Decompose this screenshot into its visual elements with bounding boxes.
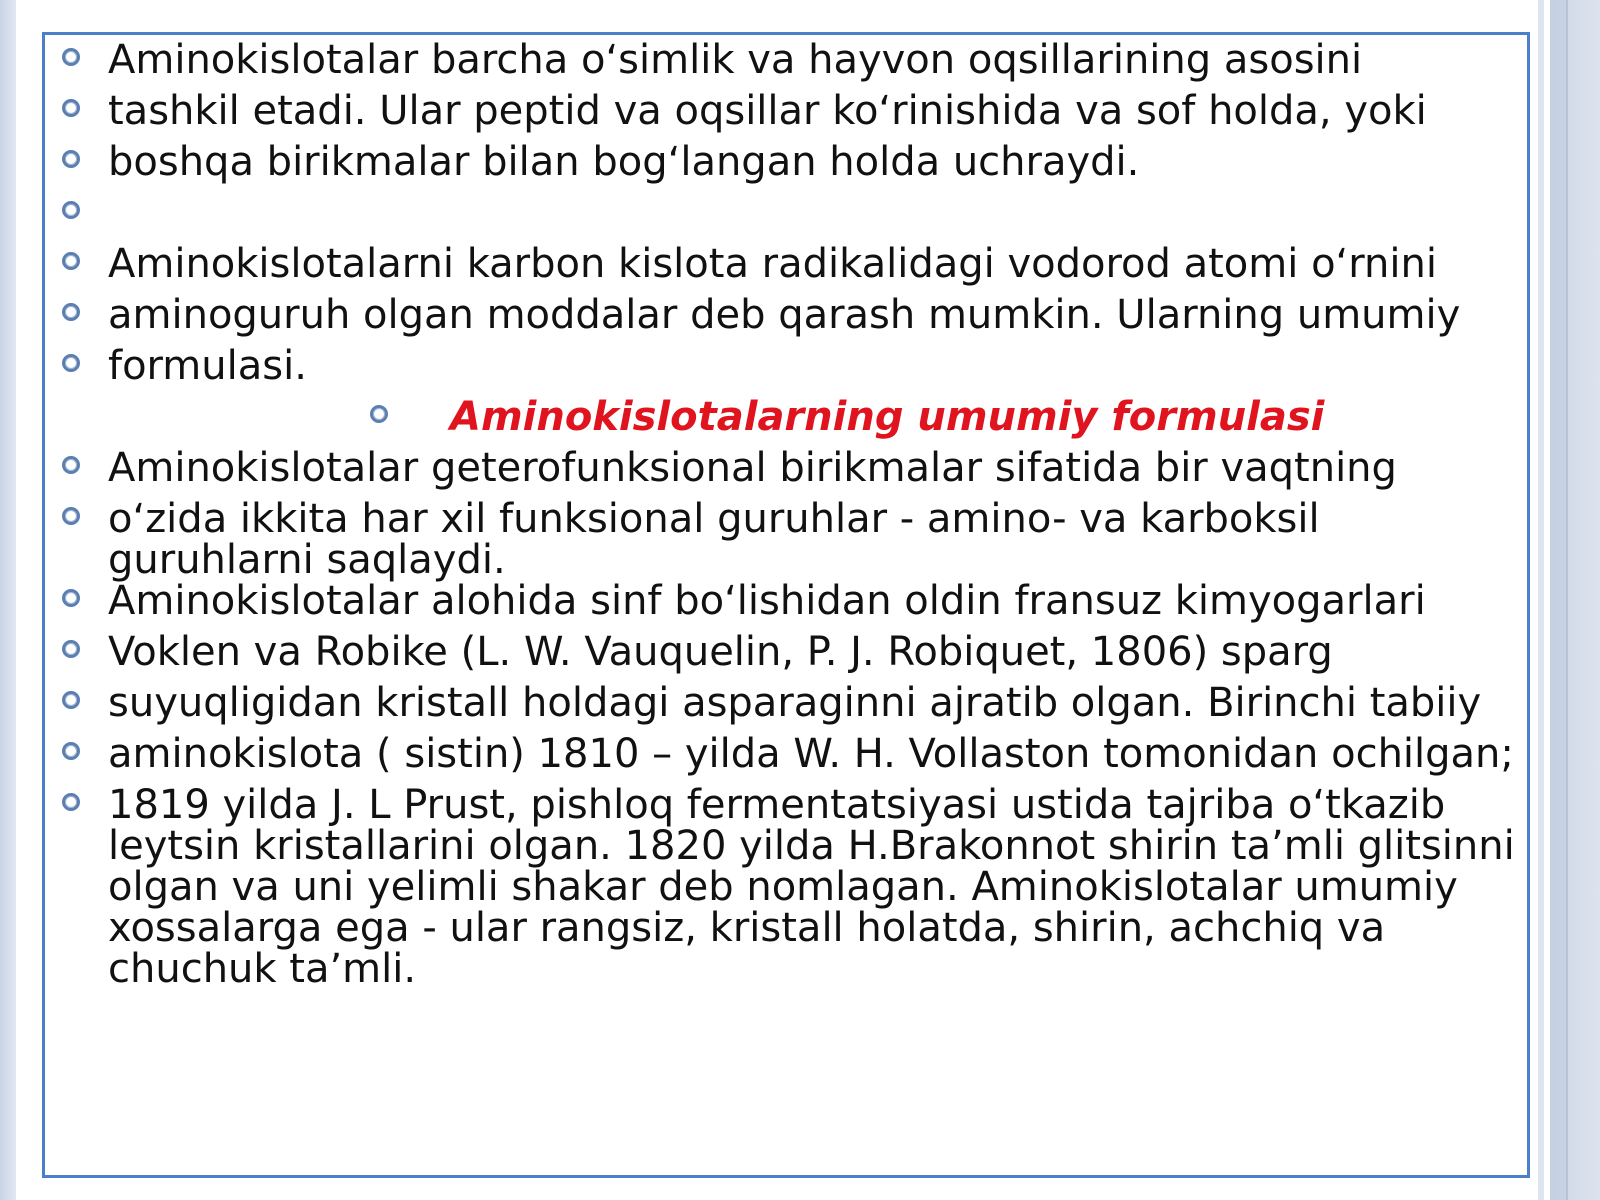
list-item [58, 343, 1518, 397]
bullet-circle-icon [62, 456, 80, 474]
list-item-text: Aminokislotalarni karbon kislota radikalidagi vodorod atomi o‘rnini [108, 241, 1437, 287]
bullet-circle-icon [62, 303, 80, 321]
left-decorative-bar [0, 0, 16, 1200]
bullet-circle-icon [62, 48, 80, 66]
list-item-text: o‘zida ikkita har xil funksional guruhlar - amino- va karboksil guruhlarni saqlaydi. [108, 496, 1320, 583]
list-item-text: boshqa birikmalar bilan bog‘langan holda uchraydi. [108, 139, 1140, 185]
list-item [58, 88, 1518, 142]
list-item [58, 37, 1518, 91]
list-item-text: formulasi. [108, 343, 307, 389]
list-item-text: 1819 yilda J. L Prust, pishloq fermentatsiyasi ustida tajriba o‘tkazib leytsin kristallarini olgan. 1820 yilda H.Brakonnot shirin ta’mli glitsinni olgan va uni yelimli shakar deb nomlagan. Aminokislotalar umumiy xossalarga ega - ular rangsiz, kristall holatda, shirin, achchiq va chuchuk ta’mli. [108, 782, 1515, 992]
list-item [58, 680, 1518, 734]
list-item-text: tashkil etadi. Ular peptid va oqsillar ko‘rinishida va sof holda, yoki [108, 88, 1427, 134]
list-item [58, 782, 1518, 992]
right-decorative-bars [1532, 0, 1600, 1200]
list-item [58, 445, 1518, 499]
bullet-circle-icon [62, 691, 80, 709]
bullet-circle-icon [62, 252, 80, 270]
formula-heading-item [58, 394, 1518, 448]
list-item [58, 578, 1518, 632]
list-item-empty [58, 193, 1518, 244]
list-item-text: Aminokislotalar geterofunksional birikmalar sifatida bir vaqtning [108, 445, 1397, 491]
bullet-circle-icon [62, 793, 80, 811]
bullet-circle-icon [62, 201, 80, 219]
bullet-circle-icon [370, 405, 388, 423]
bullet-circle-icon [62, 99, 80, 117]
list-item-text: aminokislota ( sistin) 1810 – yilda W. H. Vollaston tomonidan ochilgan; [108, 731, 1514, 777]
list-item [58, 496, 1518, 583]
list-item-text: Aminokislotalar barcha o‘simlik va hayvon oqsillarining asosini [108, 37, 1363, 83]
list-item-text: aminoguruh olgan moddalar deb qarash mumkin. Ularning umumiy [108, 292, 1461, 338]
bullet-circle-icon [62, 640, 80, 658]
list-item [58, 629, 1518, 683]
bullet-circle-icon [62, 354, 80, 372]
list-item-text: Voklen va Robike (L. W. Vauquelin, P. J. Robiquet, 1806) sparg [108, 629, 1333, 675]
list-item-text: suyuqligidan kristall holdagi asparaginni ajratib olgan. Birinchi tabiiy [108, 680, 1482, 726]
list-item [58, 139, 1518, 193]
list-item-text: Aminokislotalar alohida sinf bo‘lishidan oldin fransuz kimyogarlari [108, 578, 1426, 624]
bullet-circle-icon [62, 742, 80, 760]
list-item [58, 241, 1518, 295]
bullet-circle-icon [62, 589, 80, 607]
bullet-list [58, 37, 1518, 992]
bullet-circle-icon [62, 150, 80, 168]
list-item [58, 292, 1518, 346]
list-item [58, 731, 1518, 785]
bullet-circle-icon [62, 507, 80, 525]
formula-heading: Aminokislotalarning umumiy formulasi [450, 394, 1325, 440]
